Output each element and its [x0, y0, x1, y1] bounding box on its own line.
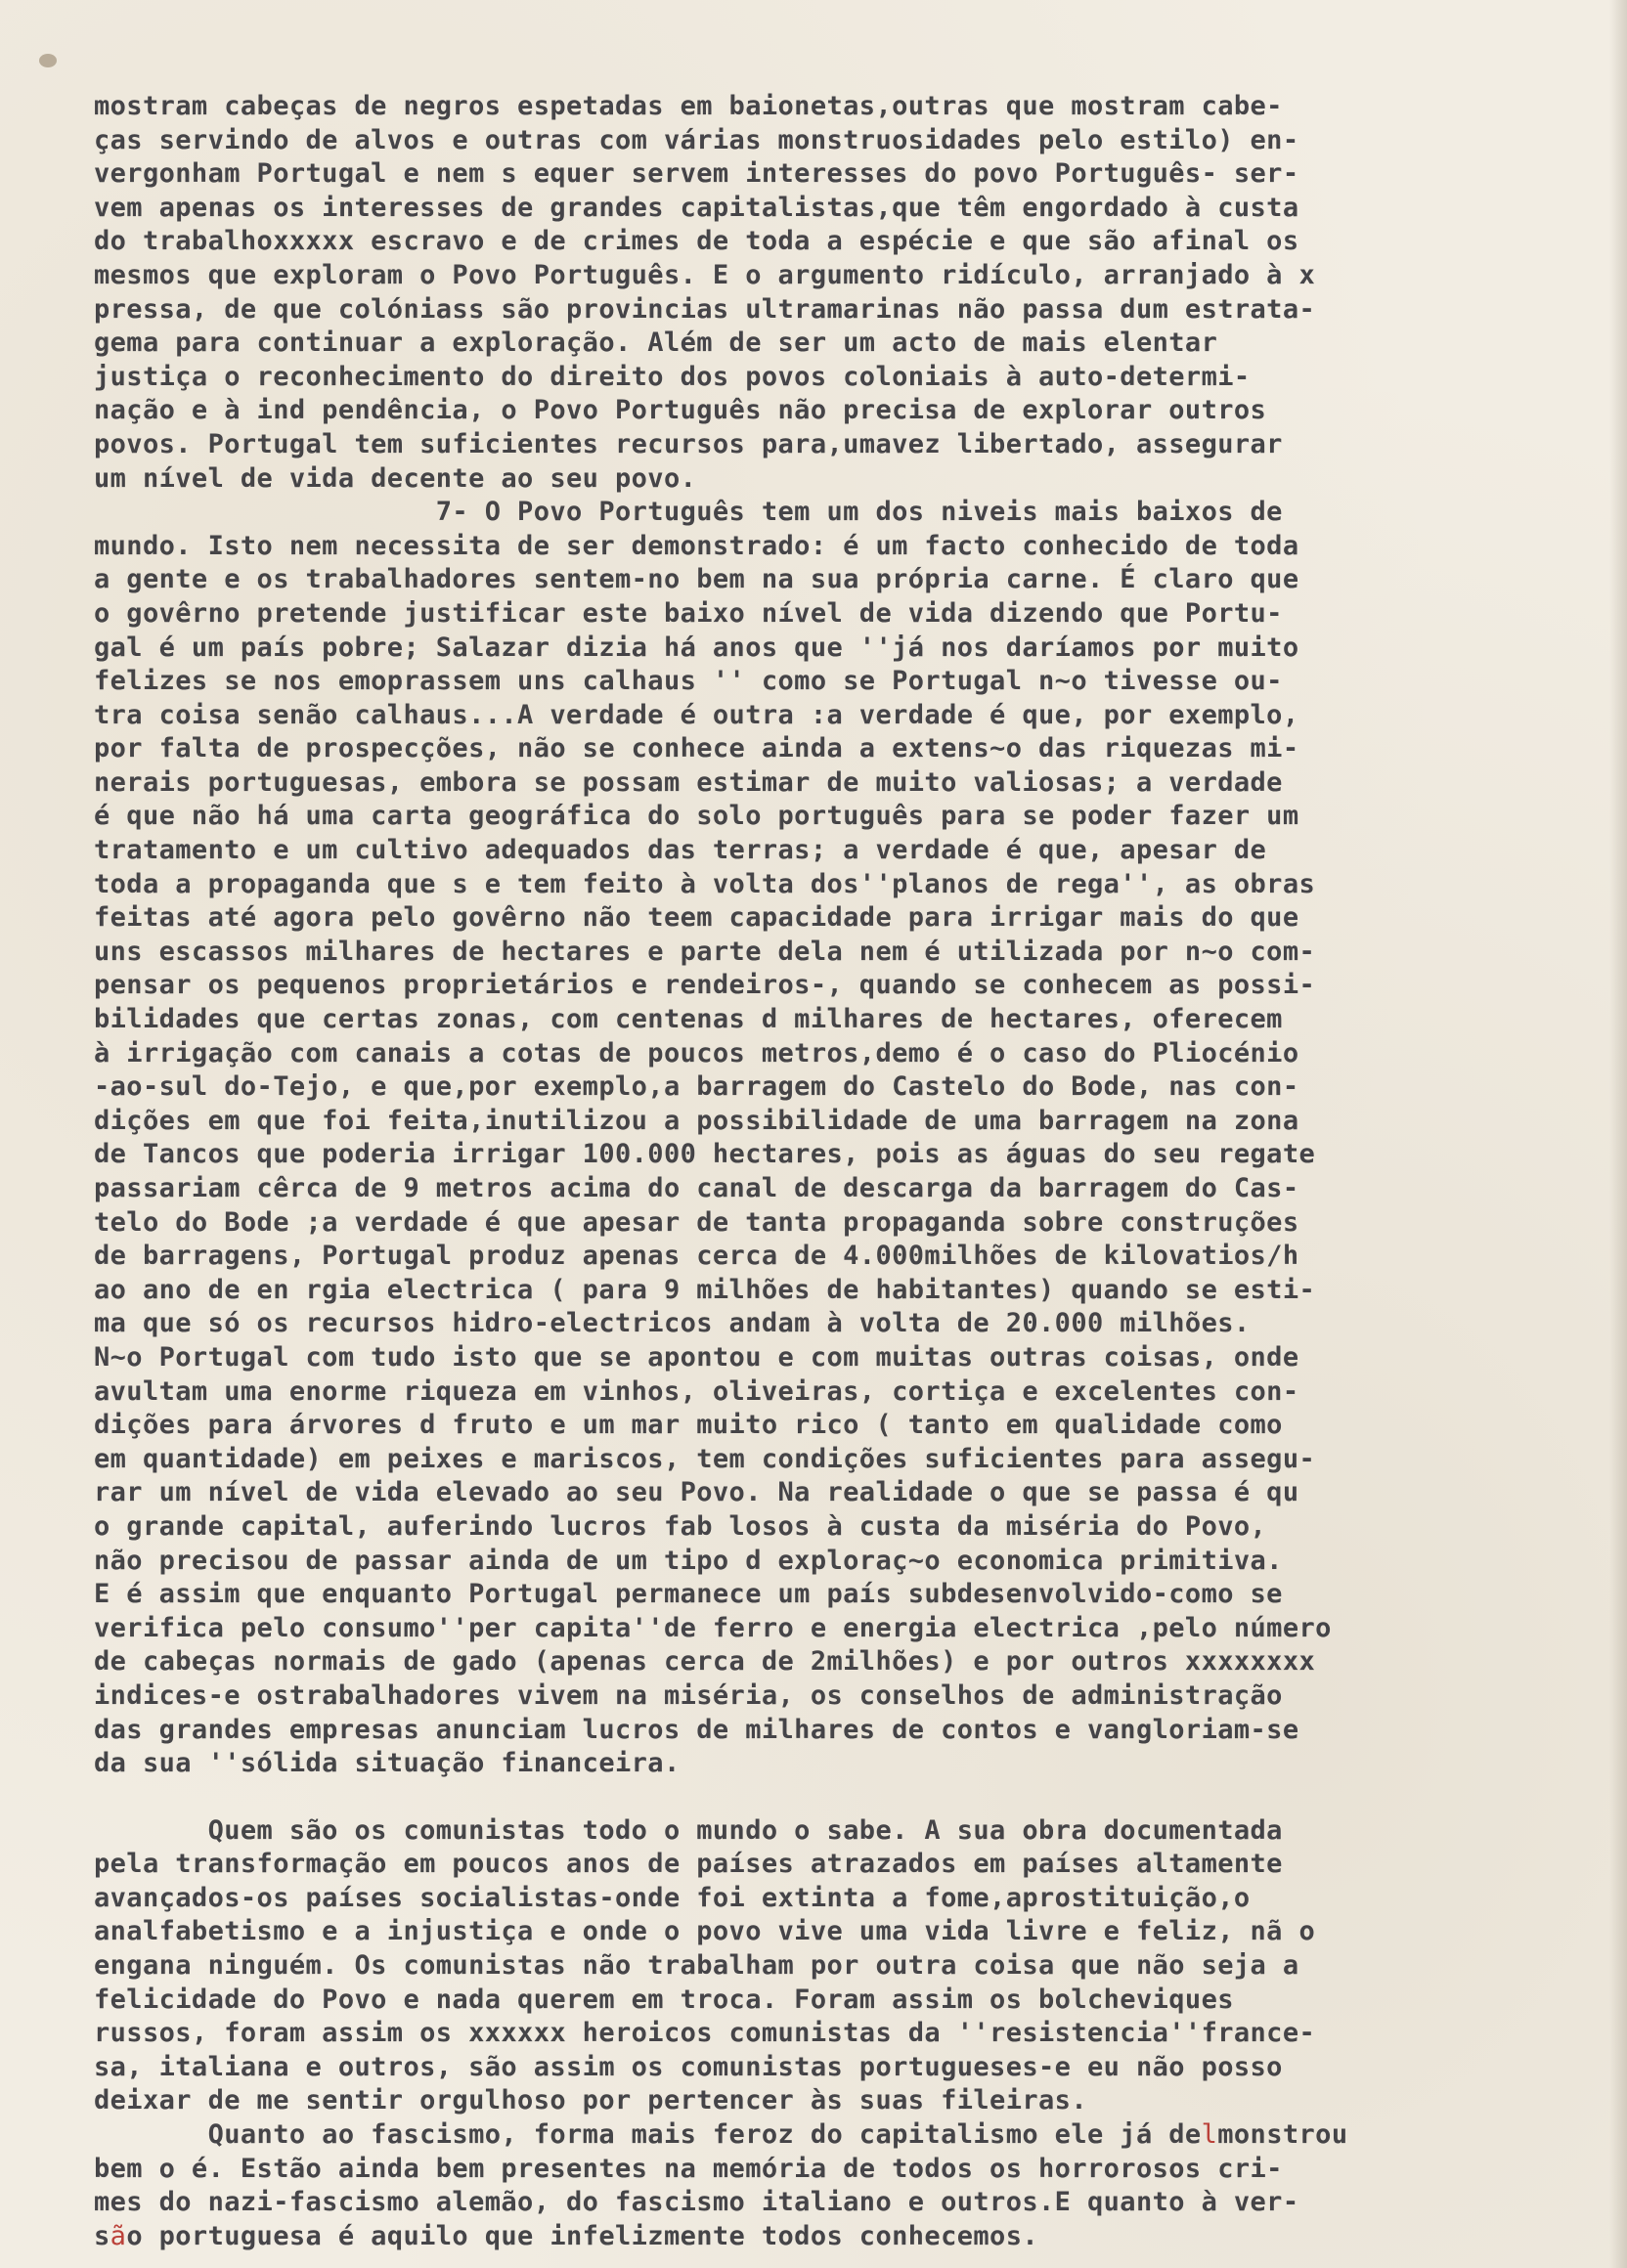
text-line: mundo. Isto nem necessita de ser demonstrado: é um facto conhecido de toda: [94, 530, 1299, 561]
text-line: -ao-sul do-Tejo, e que,por exemplo,a barragem do Castelo do Bode, nas con-: [94, 1071, 1299, 1103]
text-line: vem apenas os interesses de grandes capitalistas,que têm engordado à custa: [94, 192, 1299, 223]
text-line: de Tancos que poderia irrigar 100.000 hectares, pois as águas do seu regate: [94, 1139, 1316, 1170]
text-line: uns escassos milhares de hectares e parte dela nem é utilizada por n~o com-: [94, 936, 1316, 967]
text-line: deixar de me sentir orgulhoso por pertencer às suas fileiras.: [94, 2085, 1087, 2116]
text-line: tratamento e um cultivo adequados das terras; a verdade é que, apesar de: [94, 835, 1267, 866]
paragraph-living-standard: [94, 496, 1541, 1781]
text-line: avançados-os países socialistas-onde foi extinta a fome,aprostituição,o: [94, 1882, 1251, 1913]
text-line: da sua ''sólida situação financeira.: [94, 1748, 681, 1779]
text-line: felizes se nos emoprassem uns calhaus '' como se Portugal n~o tivesse ou-: [94, 666, 1283, 697]
text-fragment: monstrou: [1217, 2119, 1348, 2151]
text-line: pressa, de que colóniass são provincias ultramarinas não passa dum estrata-: [94, 293, 1316, 325]
text-line: mostram cabeças de negros espetadas em baionetas,outras que mostram cabe-: [94, 91, 1283, 121]
handwritten-correction: l: [1201, 2119, 1218, 2151]
text-line: E é assim que enquanto Portugal permanece um país subdesenvolvido-como se: [94, 1579, 1283, 1610]
text-line: rar um nível de vida elevado ao seu Povo. Na realidade o que se passa é qu: [94, 1477, 1299, 1508]
text-line: gema para continuar a exploração. Além de ser um acto de mais elentar: [94, 327, 1218, 359]
text-fragment: o portuguesa é aquilo que infelizmente todos conhecemos.: [126, 2220, 1039, 2251]
text-line: indices-e ostrabalhadores vivem na miséria, os conselhos de administração: [94, 1679, 1283, 1711]
typewritten-text: [94, 90, 1541, 2253]
text-line: pela transformação em poucos anos de países atrazados em países altamente: [94, 1849, 1283, 1880]
text-line: tra coisa senão calhaus...A verdade é outra :a verdade é que, por exemplo,: [94, 699, 1299, 730]
text-line: passariam cêrca de 9 metros acima do canal de descarga da barragem do Cas-: [94, 1173, 1299, 1203]
text-line: vergonham Portugal e nem s equer servem interesses do povo Português- ser-: [94, 158, 1299, 190]
text-line: engana ninguém. Os comunistas não trabalham por outra coisa que não seja a: [94, 1950, 1299, 1982]
text-line: mes do nazi-fascismo alemão, do fascismo italiano e outros.E quanto à ver-: [94, 2187, 1299, 2218]
text-line: nerais portuguesas, embora se possam estimar de muito valiosas; a verdade: [94, 766, 1283, 798]
text-line: um nível de vida decente ao seu povo.: [94, 462, 697, 494]
section-heading-7: 7- O Povo Português tem um dos niveis mais baixos de: [94, 497, 1283, 528]
text-line: telo do Bode ;a verdade é que apesar de tanta propaganda sobre construções: [94, 1206, 1299, 1238]
text-line: do trabalhoxxxxx escravo e de crimes de toda a espécie e que são afinal os: [94, 226, 1299, 257]
text-line: bem o é. Estão ainda bem presentes na memória de todos os horrorosos cri-: [94, 2153, 1283, 2184]
paragraph-colonies: [94, 90, 1541, 496]
text-line: ao ano de en rgia electrica ( para 9 milhões de habitantes) quando se esti-: [94, 1274, 1316, 1305]
text-line: mesmos que exploram o Povo Português. E o argumento ridículo, arranjado à x: [94, 259, 1316, 290]
text-line: em quantidade) em peixes e mariscos, tem condições suficientes para assegu-: [94, 1443, 1316, 1474]
text-line: por falta de prospecções, não se conhece ainda a extens~o das riquezas mi-: [94, 733, 1299, 764]
text-line: dições em que foi feita,inutilizou a possibilidade de uma barragem na zona: [94, 1105, 1299, 1136]
paragraph-communists: [94, 1814, 1541, 2254]
text-line: [94, 2220, 1541, 2254]
text-line: a gente e os trabalhadores sentem-no bem na sua própria carne. É claro que: [94, 564, 1299, 595]
text-line: ças servindo de alvos e outras com várias monstruosidades pelo estilo) en-: [94, 124, 1299, 155]
handwritten-correction: ã: [110, 2220, 127, 2251]
text-fragment: s: [94, 2220, 110, 2251]
text-line: o govêrno pretende justificar este baixo nível de vida dizendo que Portu-: [94, 597, 1283, 629]
text-line: ma que só os recursos hidro-electricos andam à volta de 20.000 milhões.: [94, 1308, 1251, 1339]
text-line: povos. Portugal tem suficientes recursos para,umavez libertado, assegurar: [94, 428, 1283, 459]
text-line: das grandes empresas anunciam lucros de milhares de contos e vangloriam-se: [94, 1714, 1299, 1745]
text-line: o grande capital, auferindo lucros fab losos à custa da miséria do Povo,: [94, 1510, 1267, 1542]
paper-stain: [39, 54, 57, 67]
text-line: nação e à ind pendência, o Povo Português não precisa de explorar outros: [94, 395, 1267, 426]
text-line: é que não há uma carta geográfica do solo português para se poder fazer um: [94, 801, 1299, 832]
text-line: analfabetismo e a injustiça e onde o povo vive uma vida livre e feliz, nã o: [94, 1916, 1316, 1947]
text-line: russos, foram assim os xxxxxx heroicos comunistas da ''resistencia''france-: [94, 2018, 1316, 2049]
text-line: gal é um país pobre; Salazar dizia há anos que ''já nos daríamos por muito: [94, 632, 1299, 663]
text-line: avultam uma enorme riqueza em vinhos, oliveiras, cortiça e excelentes con-: [94, 1375, 1299, 1407]
page-edge-shadow: [1609, 0, 1627, 2268]
text-line: toda a propaganda que s e tem feito à volta dos''planos de rega'', as obras: [94, 868, 1316, 899]
text-line: bilidades que certas zonas, com centenas d milhares de hectares, oferecem: [94, 1004, 1283, 1035]
text-line: verifica pelo consumo''per capita''de ferro e energia electrica ,pelo número: [94, 1612, 1332, 1643]
text-line: feitas até agora pelo govêrno não teem capacidade para irrigar mais do que: [94, 902, 1299, 934]
text-line: [94, 2118, 1541, 2153]
text-line: à irrigação com canais a cotas de poucos metros,demo é o caso do Pliocénio: [94, 1037, 1299, 1069]
text-line: sa, italiana e outros, são assim os comunistas portugueses-e eu não posso: [94, 2051, 1283, 2082]
text-line: de cabeças normais de gado (apenas cerca de 2milhões) e por outros xxxxxxxx: [94, 1646, 1316, 1678]
text-line: pensar os pequenos proprietários e rendeiros-, quando se conhecem as possi-: [94, 970, 1316, 1001]
text-line: justiça o reconhecimento do direito dos povos coloniais à auto-determi-: [94, 361, 1251, 392]
text-fragment: Quanto ao fascismo, forma mais feroz do capitalismo ele já de: [94, 2119, 1202, 2151]
text-line: não precisou de passar ainda de um tipo d exploraç~o economica primitiva.: [94, 1545, 1283, 1576]
text-line: Quem são os comunistas todo o mundo o sabe. A sua obra documentada: [94, 1814, 1283, 1846]
text-line: N~o Portugal com tudo isto que se apontou e com muitas outras coisas, onde: [94, 1341, 1299, 1373]
text-line: dições para árvores d fruto e um mar muito rico ( tanto em qualidade como: [94, 1410, 1283, 1441]
text-line: de barragens, Portugal produz apenas cerca de 4.000milhões de kilovatios/h: [94, 1241, 1299, 1272]
text-line: felicidade do Povo e nada querem em troca. Foram assim os bolcheviques: [94, 1984, 1234, 2015]
